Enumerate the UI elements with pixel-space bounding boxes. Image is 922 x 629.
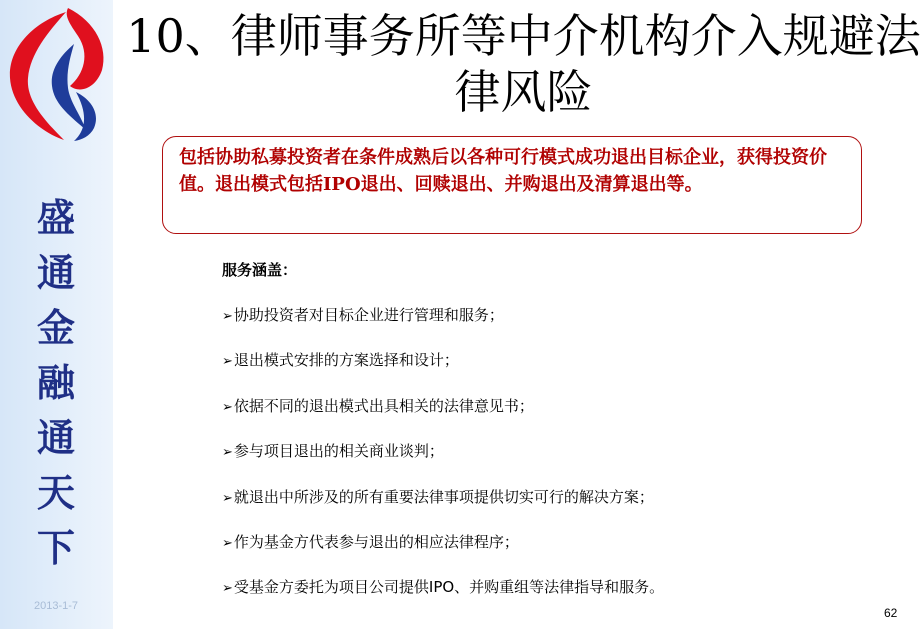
company-logo-icon [4,4,110,142]
slide-title: 10、律师事务所等中介机构介入规避法律风险 [126,9,921,119]
bullet-arrow-icon: ➢ [222,400,233,415]
slogan-char: 盛 [36,195,75,240]
bullet-arrow-icon: ➢ [222,445,233,460]
list-item-text: 退出模式安排的方案选择和设计； [233,351,459,369]
sidebar [0,0,113,629]
slogan-char: 天 [36,470,75,515]
list-item-text: 依据不同的退出模式出具相关的法律意见书； [233,397,534,415]
list-item-text: 作为基金方代表参与退出的相应法律程序； [233,533,519,551]
slogan-char: 融 [36,360,75,405]
slogan-char: 通 [36,250,75,295]
services-heading: 服务涵盖： [222,261,298,279]
list-item [222,576,664,597]
bullet-arrow-icon: ➢ [222,309,233,324]
bullet-arrow-icon: ➢ [222,354,233,369]
list-item-text: 就退出中所涉及的所有重要法律事项提供切实可行的解决方案； [233,488,654,506]
list-item [222,349,459,370]
slide-date: 2013-1-7 [34,600,79,612]
list-item-text: 协助投资者对目标企业进行管理和服务； [233,306,504,324]
list-item-text: 参与项目退出的相关商业谈判； [233,442,444,460]
list-item [222,304,504,325]
list-item-text: 受基金方委托为项目公司提供IPO、并购重组等法律指导和服务。 [233,578,665,596]
list-item [222,531,519,552]
list-item [222,440,444,461]
vertical-slogan [30,190,82,575]
bullet-arrow-icon: ➢ [222,536,233,551]
list-item [222,395,534,416]
page-number: 62 [884,606,898,620]
slogan-char: 金 [36,305,75,350]
bullet-arrow-icon: ➢ [222,581,233,596]
slogan-char: 下 [36,525,75,570]
list-item [222,486,654,507]
slogan-char: 通 [36,415,75,460]
bullet-arrow-icon: ➢ [222,491,233,506]
callout-box: 包括协助私募投资者在条件成熟后以各种可行模式成功退出目标企业，获得投资价值。退出模式包括IPO退出、回赎退出、并购退出及清算退出等。 [162,136,862,234]
